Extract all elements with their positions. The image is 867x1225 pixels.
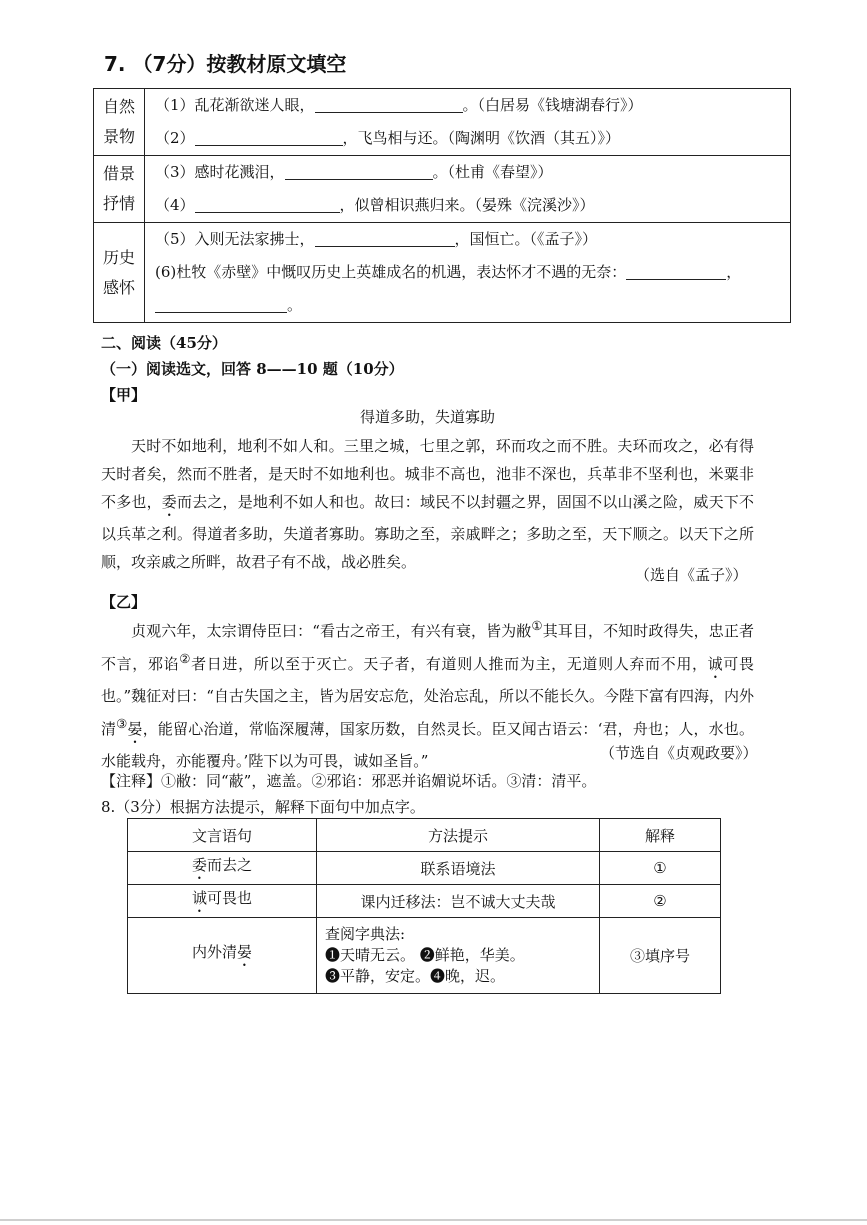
lines-cell — [145, 89, 791, 156]
method-cell — [317, 918, 600, 994]
fill-line-7 — [155, 289, 790, 322]
category-cell — [94, 156, 145, 223]
dotted-char: 晏 — [127, 720, 143, 738]
answer-blank[interactable] — [155, 292, 287, 313]
sentence-cell — [128, 852, 317, 885]
sentence-cell — [128, 918, 317, 994]
line-text: (6)杜牧《赤壁》中慨叹历史上英雄成名的机遇，表达怀才不遇的无奈： — [155, 263, 627, 281]
jia-title: 得道多助，失道寡助 — [360, 408, 496, 426]
jia-source: （选自《孟子》） — [635, 566, 748, 584]
answer-blank[interactable] — [285, 159, 433, 180]
line-text: （4） — [155, 196, 195, 214]
table-row — [128, 885, 721, 918]
answer-cell[interactable]: ② — [600, 885, 721, 918]
yi-source: （节选自《贞观政要》） — [600, 744, 758, 762]
category-label: 历史 — [102, 247, 135, 267]
lines-cell — [145, 156, 791, 223]
table-row — [94, 223, 791, 323]
line-text: 。（杜甫《春望》） — [432, 163, 553, 181]
dotted-char: 晏 — [237, 943, 253, 961]
line-text: ，飞鸟相与还。（陶渊明《饮酒（其五）》） — [342, 129, 621, 147]
line-text: 。（白居易《钱塘湖春行》） — [462, 96, 643, 114]
category-label: 借景 — [102, 164, 135, 183]
method-line: ❶天晴无云。 ❷鲜艳，华美。 — [325, 946, 525, 964]
line-text: ，似曾相识燕归来。（晏殊《浣溪沙》） — [339, 196, 595, 214]
dotted-char: 诚 — [191, 888, 207, 907]
passage-text: 而去之，是地利不如人和也。故曰：域民不以封疆之界，固国不以山溪之险，威天下不以兵革之利。得道者多助，失道者寡助。寡助之至，亲戚畔之；多助之至，天下顺之。以天下之所顺，攻亲戚之所畔，故君子有不战，战必胜矣。 — [101, 493, 754, 571]
sentence-cell — [128, 885, 317, 918]
line-text: ，国恒亡。（《孟子》） — [454, 230, 598, 248]
header-cell: 解释 — [600, 819, 721, 852]
sentence-text: 可畏也 — [207, 888, 253, 907]
sentence-text: 而去之 — [207, 855, 253, 874]
header-cell: 方法提示 — [317, 819, 600, 852]
note-marker: ① — [531, 618, 543, 633]
method-cell: 课内迁移法：岂不诚大丈夫哉 — [317, 885, 600, 918]
line-text: （5）入则无法家拂士， — [155, 230, 315, 248]
answer-blank[interactable] — [195, 125, 343, 146]
passage-text: 者日进，所以至于灭亡。天子者，有道则人推而为主，无道则人弃而不用， — [191, 655, 708, 673]
line-text: （1）乱花渐欲迷人眼， — [155, 96, 315, 114]
line-text: 。 — [287, 296, 303, 314]
line-text: （3）感时花溅泪， — [155, 163, 285, 181]
question-7-title: 7. （7分）按教材原文填空 — [104, 52, 347, 76]
jia-label: 【甲】 — [101, 386, 147, 404]
table-row — [128, 852, 721, 885]
answer-blank[interactable] — [315, 92, 463, 113]
passage-text: 其耳目，不知时政得失，忠正者不言，邪谄 — [101, 622, 754, 673]
category-cell — [94, 89, 145, 156]
fill-line-6 — [155, 256, 790, 289]
line-text: ， — [726, 263, 742, 281]
fill-in-table — [93, 88, 791, 323]
answer-blank[interactable] — [626, 259, 726, 280]
line-text: （2） — [155, 129, 195, 147]
section-heading: 二、阅读（45分） — [101, 334, 227, 352]
category-label: 景物 — [102, 127, 135, 146]
scan-edge — [0, 1219, 867, 1221]
note-marker: ③ — [116, 716, 128, 731]
table-row — [94, 156, 791, 223]
category-label: 抒情 — [102, 194, 135, 213]
fill-line-5 — [155, 223, 790, 256]
answer-blank[interactable] — [195, 192, 340, 213]
question-8-title: 8.（3分）根据方法提示，解释下面句中加点字。 — [101, 798, 425, 816]
method-cell: 联系语境法 — [317, 852, 600, 885]
passage-text: ，能留心治道，常临深履薄，国家历数，自然灵长。臣又闻古语云：‘君，舟也；人，水也。水能载舟，亦能覆舟。’陛下以为可畏，诚如圣旨。” — [101, 720, 754, 770]
fill-line-3 — [155, 156, 790, 189]
jia-passage — [101, 432, 754, 576]
category-cell — [94, 223, 145, 323]
method-line: ❸平静，安定。❹晚，迟。 — [325, 967, 506, 985]
passage-text: 天时不如地利，地利不如人和。三里之城，七里之郭，环而攻之而不胜。夫环而攻之，必有得天时者矣，然而不胜者，是天时不如地利也。城非不高也，池非不深也，兵革非不坚利也，米粟非不多也， — [101, 437, 754, 511]
fill-line-2 — [155, 122, 790, 155]
method-line: 查阅字典法: — [325, 925, 406, 943]
sub-heading: （一）阅读选文，回答 8——10 题（10分） — [101, 360, 404, 378]
passage-text: 贞观六年，太宗谓侍臣曰：“看古之帝王，有兴有衰，皆为敝 — [131, 622, 532, 640]
table-header-row — [128, 819, 721, 852]
dotted-char: 诚 — [707, 655, 724, 673]
passage-text: 可畏也。”魏征对曰：“自古失国之主，皆为居安忘危，处治忘乱，所以不能长久。今陛下富有四海，内外清 — [101, 655, 754, 738]
lines-cell — [145, 223, 791, 323]
fill-line-4 — [155, 189, 790, 222]
yi-label: 【乙】 — [101, 593, 147, 611]
answer-cell[interactable]: ③填序号 — [600, 918, 721, 994]
note-marker: ② — [179, 651, 192, 666]
dotted-char: 委 — [191, 855, 207, 874]
answer-cell[interactable]: ① — [600, 852, 721, 885]
answer-blank[interactable] — [315, 226, 455, 247]
explain-table — [127, 818, 721, 994]
table-row — [94, 89, 791, 156]
table-row — [128, 918, 721, 994]
category-label: 自然 — [102, 97, 135, 116]
notes: 【注释】①敝：同“蔽”，遮盖。②邪谄：邪恶并谄媚说坏话。③清：清平。 — [101, 772, 597, 790]
fill-line-1 — [155, 89, 790, 122]
dotted-char: 委 — [161, 493, 177, 511]
sentence-text: 内外清 — [191, 943, 237, 961]
category-label: 感怀 — [102, 277, 135, 297]
header-cell: 文言语句 — [128, 819, 317, 852]
